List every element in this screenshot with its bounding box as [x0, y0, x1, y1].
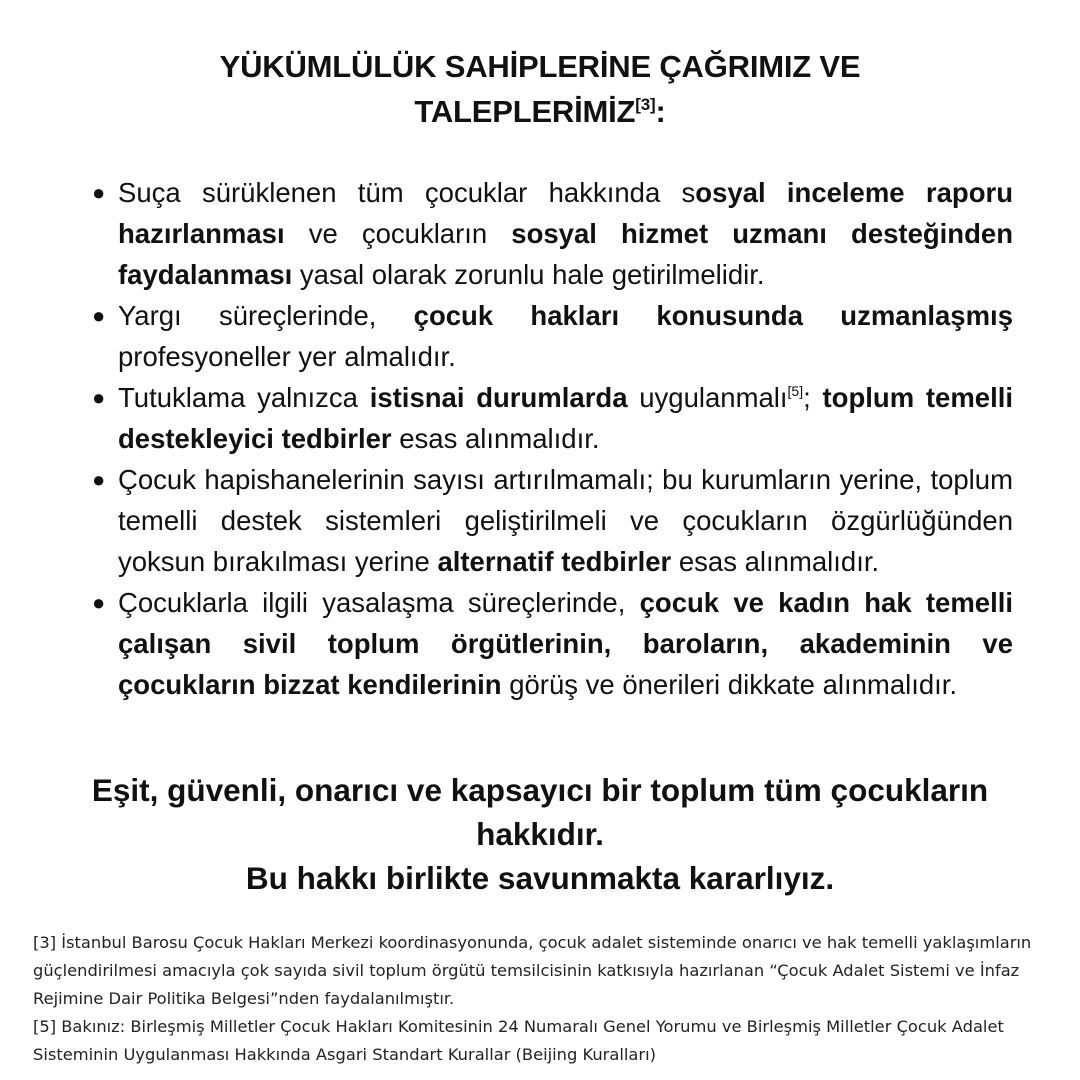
bullet-icon: ●	[92, 385, 106, 410]
bullet-icon: ●	[92, 467, 106, 492]
demand-item-1: ● Suça sürüklenen tüm çocuklar hakkında sosyal inceleme raporu hazırlanması ve çocukların sosyal hizmet uzmanı desteğinden faydalanması yasal olarak zorunlu hale getirilmelidir.	[88, 172, 1013, 295]
bullet-icon: ●	[92, 180, 106, 205]
demand-item-3: ● Tutuklama yalnızca istisnai durumlarda uygulanmalı[5]; toplum temelli destekleyici tedbirler esas alınmalıdır.	[88, 377, 1013, 459]
demand-item-2: ● Yargı süreçlerinde, çocuk hakları konusunda uzmanlaşmış profesyoneller yer almalıdır.	[88, 295, 1013, 377]
title-footnote-ref[interactable]: [3]	[635, 95, 656, 114]
closing-line-2: Bu hakkı birlikte savunmakta kararlıyız.	[245, 860, 835, 896]
footnotes	[33, 929, 1048, 1069]
closing-statement	[40, 768, 1040, 900]
demand-item-5: ● Çocuklarla ilgili yasalaşma süreçlerinde, çocuk ve kadın hak temelli çalışan sivil toplum örgütlerinin, baroların, akademinin ve çocukların bizzat kendilerinin görüş ve önerileri dikkate alınmalıdır.	[88, 582, 1013, 705]
bullet-icon: ●	[92, 303, 106, 328]
title-line-2: TALEPLERİMİZ	[414, 94, 636, 129]
title-colon: :	[655, 94, 666, 129]
page-title	[0, 44, 1080, 134]
closing-line-1: Eşit, güvenli, onarıcı ve kapsayıcı bir toplum tüm çocukların hakkıdır.	[91, 772, 989, 852]
footnote-5: [5] Bakınız: Birleşmiş Milletler Çocuk Hakları Komitesinin 24 Numaralı Genel Yorumu ve Birleşmiş Milletler Çocuk Adalet Sisteminin Uygulanması Hakkında Asgari Standart Kurallar (Beijing Kuralları)	[33, 1017, 1004, 1064]
bullet-icon: ●	[92, 590, 106, 615]
footnote-ref-5[interactable]: [5]	[787, 383, 804, 399]
title-line-1: YÜKÜMLÜLÜK SAHİPLERİNE ÇAĞRIMIZ VE	[219, 49, 861, 84]
demands-list	[88, 172, 1013, 705]
footnote-3: [3] İstanbul Barosu Çocuk Hakları Merkezi koordinasyonunda, çocuk adalet sisteminde onarıcı ve hak temelli yaklaşımların güçlendirilmesi amacıyla çok sayıda sivil toplum örgütü temsilcisinin katkısıyla hazırlanan “Çocuk Adalet Sistemi ve İnfaz Rejimine Dair Politika Belgesi”nden faydalanılmıştır.	[33, 933, 1032, 1008]
demand-item-4: ● Çocuk hapishanelerinin sayısı artırılmamalı; bu kurumların yerine, toplum temelli destek sistemleri geliştirilmeli ve çocukların özgürlüğünden yoksun bırakılması yerine alternatif tedbirler esas alınmalıdır.	[88, 459, 1013, 582]
